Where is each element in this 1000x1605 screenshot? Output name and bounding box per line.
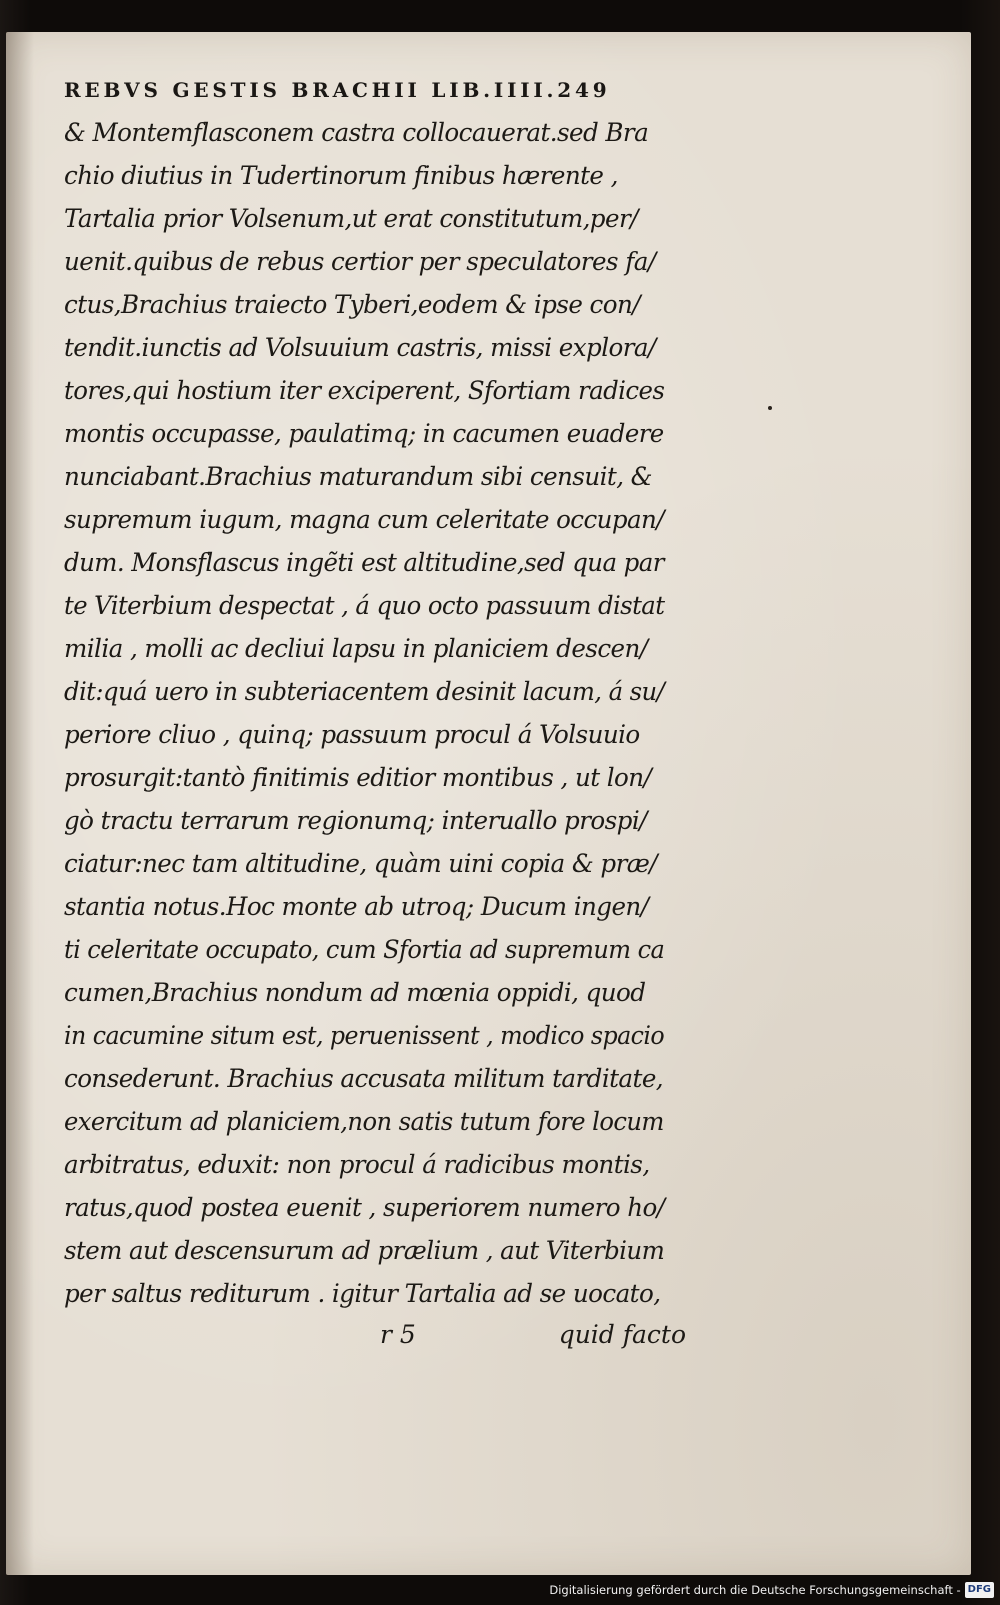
credit-text: Digitalisierung gefördert durch die Deutsche Forschungsgemeinschaft - [549, 1583, 961, 1597]
text-line: gò tractu terrarum regionumq; interuallo prospi/ [64, 806, 647, 836]
digitization-credit [549, 1581, 994, 1599]
running-head: REBVS GESTIS BRACHII LIB.IIII.249 [64, 78, 611, 102]
text-line: consederunt. Brachius accusata militum tarditate, [64, 1064, 664, 1094]
ink-speck [768, 406, 772, 410]
text-line: stem aut descensurum ad prælium , aut Viterbium [64, 1236, 665, 1266]
dfg-logo: DFG [965, 1582, 994, 1598]
text-line: periore cliuo , quinq; passuum procul á Volsuuio [64, 720, 640, 750]
text-line: nunciabant.Brachius maturandum sibi censuit, & [64, 462, 653, 492]
text-line: tores,qui hostium iter exciperent, Sfortiam radices [64, 376, 665, 406]
signature-mark: r 5 [380, 1320, 416, 1349]
text-line: dum. Monsflascus ingẽti est altitudine,sed qua par [64, 548, 664, 578]
text-line: cumen,Brachius nondum ad mœnia oppidi, quod [64, 978, 646, 1008]
text-line: in cacumine situm est, peruenissent , modico spacio [64, 1021, 665, 1051]
text-line: dit:quá uero in subteriacentem desinit lacum, á su/ [64, 677, 665, 707]
text-line: ti celeritate occupato, cum Sfortia ad supremum ca [64, 935, 665, 965]
catchword: quid facto [558, 1320, 686, 1349]
page-foot-line [380, 1320, 686, 1356]
text-line: te Viterbium despectat , á quo octo passuum distat [64, 591, 665, 621]
text-line: milia , molli ac decliui lapsu in planiciem descen/ [64, 634, 648, 664]
text-line: arbitratus, eduxit: non procul á radicibus montis, [64, 1150, 650, 1180]
text-line: ciatur:nec tam altitudine, quàm uini copia & præ/ [64, 849, 658, 879]
text-line: chio diutius in Tudertinorum finibus hærente , [64, 161, 618, 191]
body-text [64, 112, 686, 1316]
text-line: ctus,Brachius traiecto Tyberi,eodem & ipse con/ [64, 290, 640, 320]
gutter-shadow [6, 32, 34, 1575]
text-line: prosurgit:tantò finitimis editior montibus , ut lon/ [64, 763, 652, 793]
text-line: & Montemflasconem castra collocauerat.sed Bra [64, 118, 649, 148]
text-line: montis occupasse, paulatimq; in cacumen euadere [64, 419, 664, 449]
text-line: stantia notus.Hoc monte ab utroq; Ducum ingen/ [64, 892, 649, 922]
text-line: tendit.iunctis ad Volsuuium castris, missi explora/ [64, 333, 656, 363]
text-line: supremum iugum, magna cum celeritate occupan/ [64, 505, 664, 535]
text-line: uenit.quibus de rebus certior per speculatores fa/ [64, 247, 656, 277]
text-line: per saltus rediturum . igitur Tartalia ad se uocato, [64, 1279, 661, 1309]
text-line: ratus,quod postea euenit , superiorem numero ho/ [64, 1193, 665, 1223]
text-line: exercitum ad planiciem,non satis tutum fore locum [64, 1107, 664, 1137]
text-line: Tartalia prior Volsenum,ut erat constitutum,per/ [64, 204, 638, 234]
